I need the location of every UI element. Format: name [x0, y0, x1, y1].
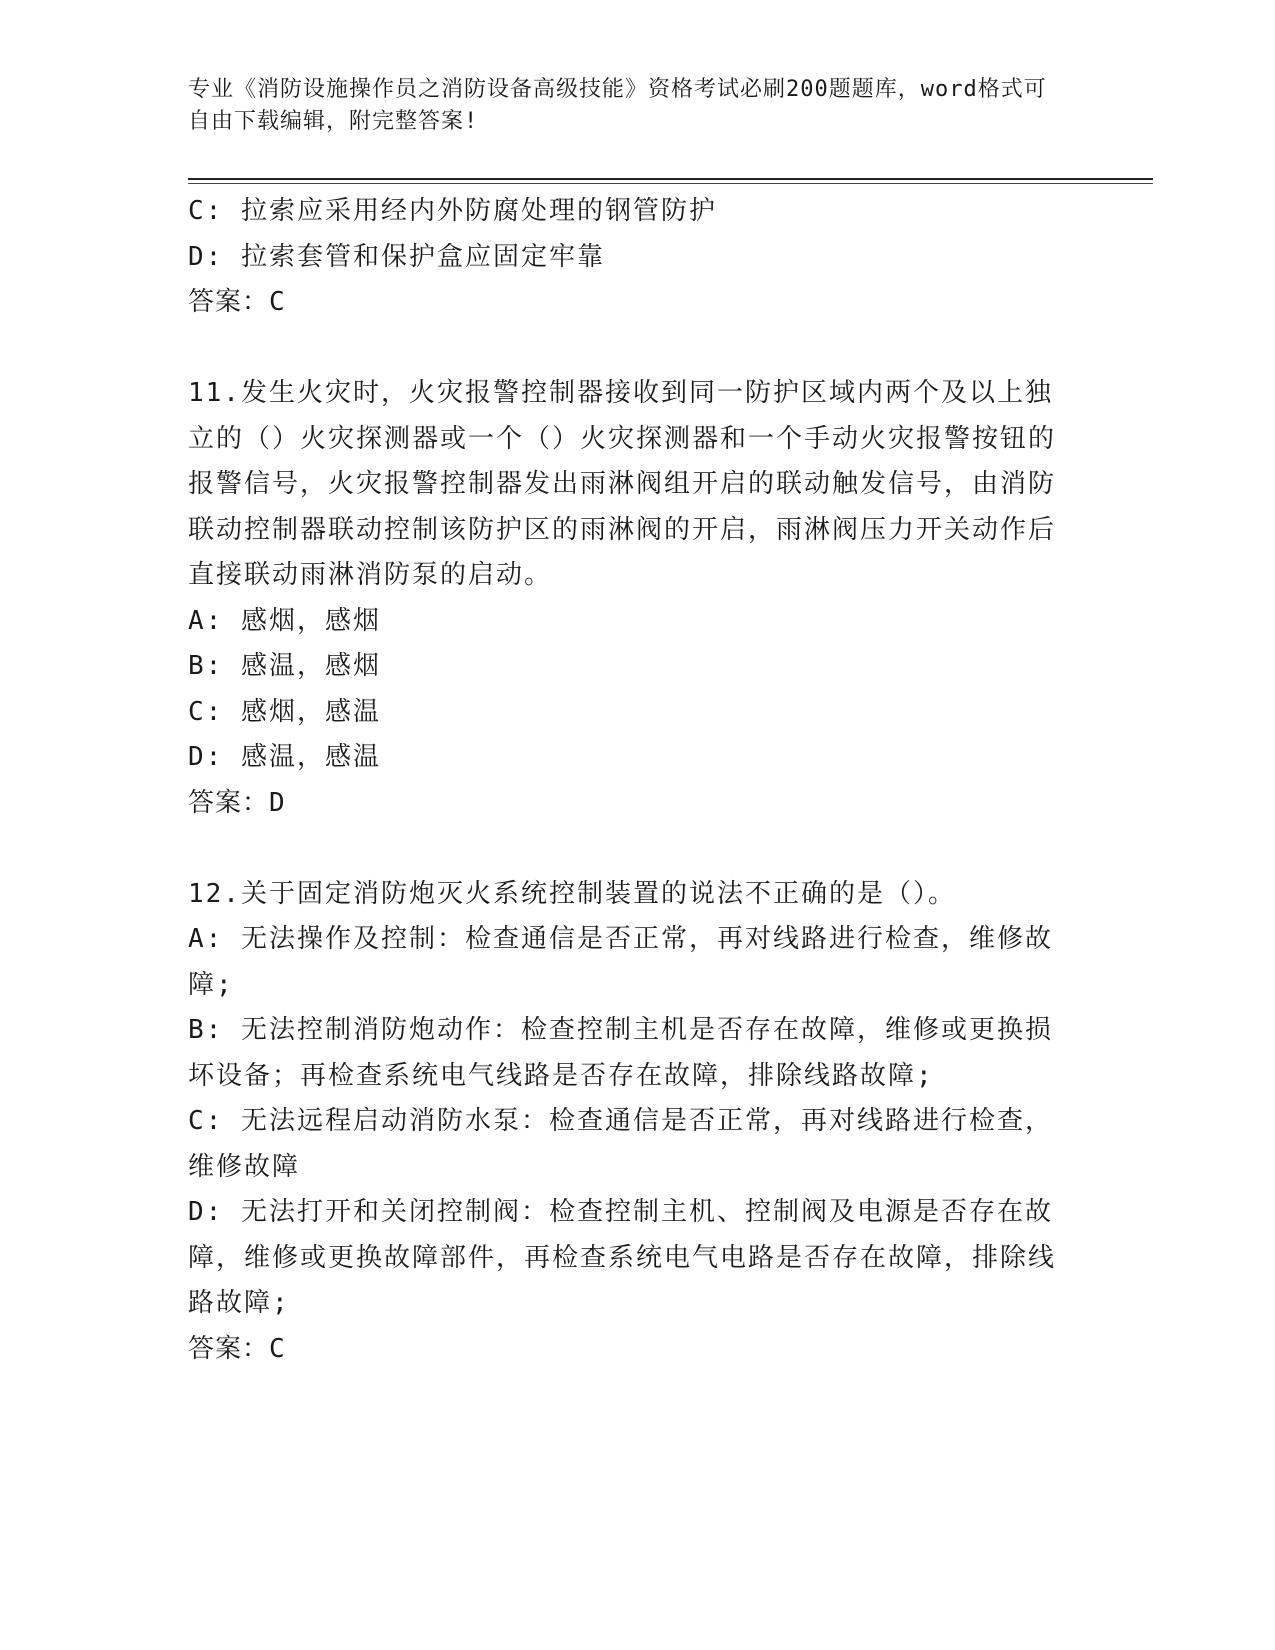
option-d: D: 无法打开和关闭控制阀：检查控制主机、控制阀及电源是否存在故障，维修或更换故障部件，再检查系统电气电路是否存在故障，排除线路故障; [188, 1197, 1057, 1318]
option-c: C: 感烟，感温 [188, 696, 381, 727]
option-d: D: 感温，感温 [188, 742, 381, 772]
option-a: A: 感烟，感烟 [188, 605, 381, 636]
page-header: 专业《消防设施操作员之消防设备高级技能》资格考试必刷200题题库，word格式可自由下载编辑，附完整答案! [188, 77, 1047, 134]
answer: 答案：C [188, 287, 286, 317]
option-c: C: 无法远程启动消防水泵：检查通信是否正常，再对线路进行检查，维修故障 [188, 1106, 1053, 1182]
option-b: B: 无法控制消防炮动作：检查控制主机是否存在故障，维修或更换损坏设备；再检查系统电气线路是否存在故障，排除线路故障; [188, 1015, 1053, 1091]
option-d: D: 拉索套管和保护盒应固定牢靠 [188, 241, 605, 272]
question-stem: 12.关于固定消防炮灭火系统控制装置的说法不正确的是（）。 [188, 878, 956, 909]
question-stem: 11.发生火灾时，火灾报警控制器接收到同一防护区域内两个及以上独立的（）火灾探测器或一个（）火灾探测器和一个手动火灾报警按钮的报警信号，火灾报警控制器发出雨淋阀组开启的联动触发信号，由消防联动控制器联动控制该防护区的雨淋阀的开启，雨淋阀压力开关动作后直接联动雨淋消防泵的启动。 [188, 378, 1057, 590]
question-content [188, 189, 1068, 1372]
option-b: B: 感温，感烟 [188, 651, 381, 681]
header-rule-thin [188, 183, 1153, 184]
answer: 答案：D [188, 787, 286, 818]
question-10-tail [188, 189, 1068, 326]
spacer [188, 826, 1068, 872]
spacer [188, 326, 1068, 372]
question-12 [188, 872, 1068, 1373]
answer: 答案：C [188, 1333, 286, 1364]
option-c: C: 拉索应采用经内外防腐处理的钢管防护 [188, 196, 717, 226]
option-a: A: 无法操作及控制：检查通信是否正常，再对线路进行检查，维修故障; [188, 924, 1053, 1000]
question-11 [188, 371, 1068, 826]
header-rule-thick [188, 178, 1153, 180]
